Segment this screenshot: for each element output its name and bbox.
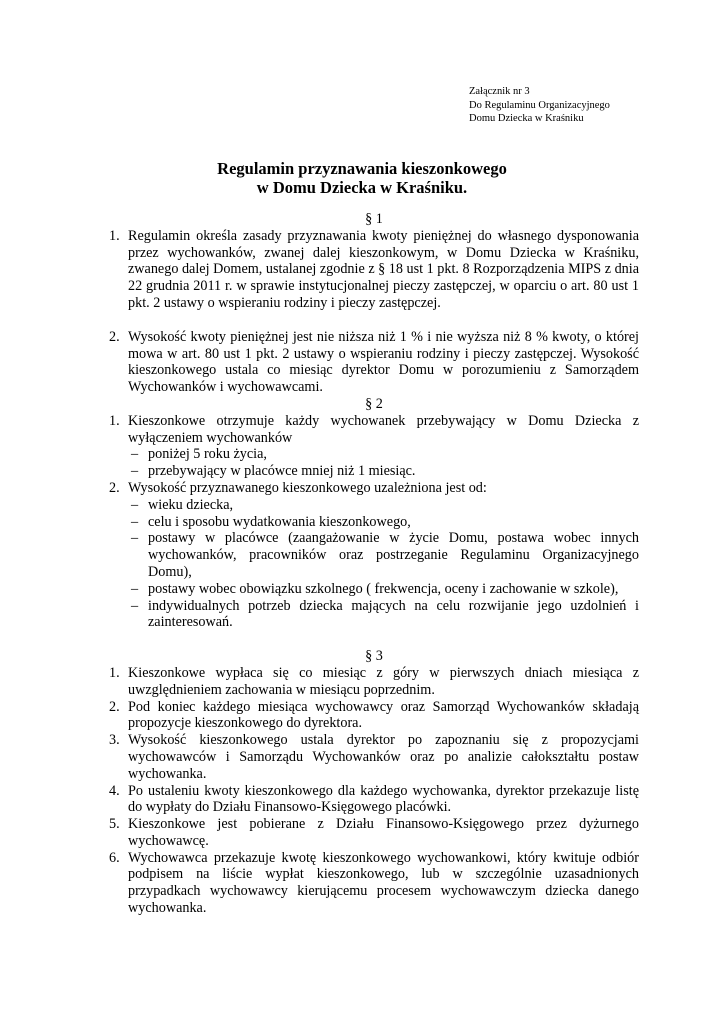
list-item: – postawy w placówce (zaangażowanie w życie Domu, postawa wobec innych wychowanków, pracowników oraz postrzeganie Regulaminu Organizacyjnego Domu), xyxy=(128,530,639,580)
section-mark-2: § 2 xyxy=(365,395,383,412)
item-number: 3. xyxy=(109,732,120,749)
list-item: – wieku dziecka, xyxy=(128,497,639,514)
section-mark-1: § 1 xyxy=(365,211,383,227)
item-number: 4. xyxy=(109,782,120,799)
list-item: – przebywający w placówce mniej niż 1 miesiąc. xyxy=(128,463,639,480)
item-number: 2. xyxy=(109,698,120,715)
item-number: 6. xyxy=(109,849,120,866)
list-item: – indywidualnych potrzeb dziecka mających na celu rozwijanie jego uzdolnień i zainteresowań. xyxy=(128,598,639,632)
section-3-item-4 xyxy=(109,783,639,817)
spacer xyxy=(109,631,639,648)
item-text: Regulamin określa zasady przyznawania kwoty pieniężnej do własnego dysponowania przez wychowanków, zwanej dalej kieszonkowym, w Domu Dziecka w Kraśniku, zwanego dalej Domem, ustalanej zgodnie z § 18 ust 1 pkt. 8 Rozporządzenia MIPS z dnia 22 grudnia 2011 r. w sprawie instytucjonalnej pieczy zastępczej, w oparciu o art. 80 ust 1 pkt. 2 ustawy o wspieraniu rodziny i pieczy zastępczej. xyxy=(128,227,640,311)
item-number: 5. xyxy=(109,816,120,833)
section-3-item-3 xyxy=(109,732,639,782)
item-text: Pod koniec każdego miesiąca wychowawcy oraz Samorząd Wychowanków składają propozycje kieszonkowego do dyrektora. xyxy=(128,698,639,732)
document-title xyxy=(0,159,724,197)
list-item: – poniżej 5 roku życia, xyxy=(128,446,639,463)
item-number: 1. xyxy=(109,227,120,244)
item-text: Kieszonkowe jest pobierane z Działu Finansowo-Księgowego przez dyżurnego wychowawcę. xyxy=(128,816,639,849)
item-number: 1. xyxy=(109,664,120,681)
item-text: Kieszonkowe wypłaca się co miesiąc z góry w pierwszych dniach miesiąca z uwzględnieniem zachowania w miesiącu poprzednim. xyxy=(128,664,639,698)
item-number: 2. xyxy=(109,479,120,496)
item-text: Wysokość kwoty pieniężnej jest nie niższa niż 1 % i nie wyższa niż 8 % kwoty, o której mowa w art. 80 ust 1 pkt. 2 ustawy o wspieraniu rodziny i pieczy zastępczej. Wysokość kieszonkowego ustala co miesiąc dyrektor Domu w porozumieniu z Samorządem Wychowanków i wychowawcami. xyxy=(128,328,639,396)
item-number: 1. xyxy=(109,412,120,429)
section-1-item-1 xyxy=(109,228,639,312)
item-text: Wychowawca przekazuje kwotę kieszonkowego wychowankowi, który kwituje odbiór podpisem na liście wypłat kieszonkowego, lub w szczególnie uzasadnionych przypadkach wychowawcy kierującemu procesem wychowawczym dziecka danego wychowanka. xyxy=(128,849,639,917)
section-3-item-1 xyxy=(109,665,639,699)
annex-line-3: Domu Dziecka w Kraśniku xyxy=(469,113,584,124)
annex-note xyxy=(469,85,610,126)
item-text: Kieszonkowe otrzymuje każdy wychowanek przebywający w Domu Dziecka z wyłączeniem wychowanków xyxy=(128,412,639,446)
section-3-item-6 xyxy=(109,850,639,917)
list-item: – celu i sposobu wydatkowania kieszonkowego, xyxy=(128,514,639,531)
spacer xyxy=(109,312,639,329)
item-text: Po ustaleniu kwoty kieszonkowego dla każdego wychowanka, dyrektor przekazuje listę do wypłaty do Działu Finansowo-Księgowego placówki. xyxy=(128,782,639,816)
section-2-item-2 xyxy=(109,480,639,631)
document-body xyxy=(109,211,639,917)
item-text: Wysokość kieszonkowego ustala dyrektor po zapoznaniu się z propozycjami wychowawców i Samorządu Wychowanków oraz po analizie całokształtu postaw wychowanka. xyxy=(128,732,639,782)
section-3-item-2 xyxy=(109,699,639,733)
section-2-item-1 xyxy=(109,413,639,480)
item-number: 2. xyxy=(109,328,120,345)
annex-line-1: Załącznik nr 3 xyxy=(469,86,530,97)
title-line-1: Regulamin przyznawania kieszonkowego xyxy=(217,159,507,178)
dash-list xyxy=(128,497,639,631)
list-item: – postawy wobec obowiązku szkolnego ( frekwencja, oceny i zachowanie w szkole), xyxy=(128,581,639,598)
section-mark-3: § 3 xyxy=(365,648,383,665)
dash-list xyxy=(128,446,639,480)
section-3-item-5 xyxy=(109,816,639,850)
title-line-2: w Domu Dziecka w Kraśniku. xyxy=(256,178,468,197)
item-text: Wysokość przyznawanego kieszonkowego uzależniona jest od: xyxy=(128,479,487,496)
annex-line-2: Do Regulaminu Organizacyjnego xyxy=(469,99,610,111)
section-1-item-2 xyxy=(109,329,639,396)
